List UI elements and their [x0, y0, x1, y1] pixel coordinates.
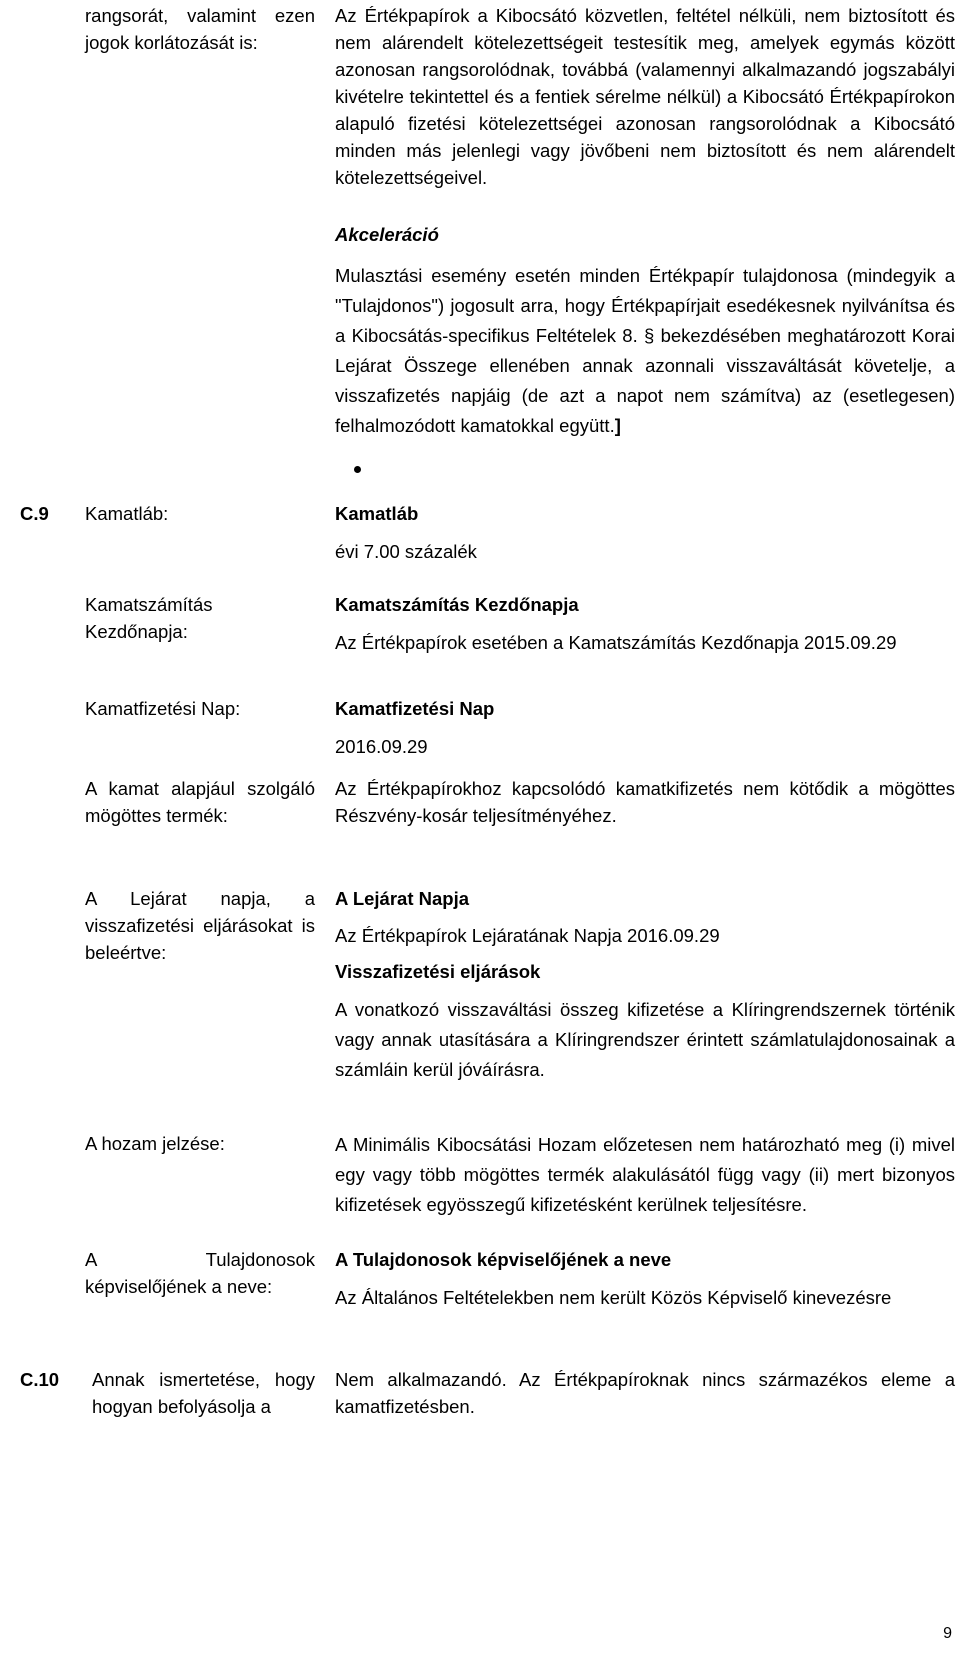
acceleration-heading: Akceleráció — [335, 224, 439, 245]
representative-text: Az Általános Feltételekben nem került Közös Képviselő kinevezésre — [335, 1287, 892, 1308]
page-number: 9 — [943, 1625, 952, 1642]
representative-heading: A Tulajdonosok képviselőjének a neve — [335, 1249, 672, 1270]
interest-rate-heading: Kamatláb — [335, 503, 419, 524]
acceleration-paragraph: Mulasztási esemény esetén minden Értékpapír tulajdonosa (mindegyik a "Tulajdonos") jogosult arra, hogy Értékpapírjait esedékesnek nyilvánítsa és a Kibocsátás-specifikus Feltételek 8. § bekezdésében meghatározott Korai Lejárat Összege ellenében annak azonnali visszaváltását követelje, a visszafizetés napjáig (de azt a napot nem számítva) az (esetlegesen) felhalmozódott kamatokkal együtt.] — [335, 265, 955, 436]
derivative-text: Nem alkalmazandó. Az Értékpapíroknak nincs származékos eleme a kamatfizetésben. — [335, 1369, 955, 1417]
section-number-c9: C.9 — [20, 503, 49, 524]
bullet-marker — [354, 466, 361, 473]
redemption-text: A vonatkozó visszaváltási összeg kifizetése a Klíringrendszernek történik vagy annak utasítására a Klíringrendszer érintett számlatulajdonosainak a számláin kerül jóváírásra. — [335, 999, 955, 1080]
payment-date-heading: Kamatfizetési Nap — [335, 698, 495, 719]
row-label-payment-date: Kamatfizetési Nap: — [85, 698, 241, 719]
row-label-maturity: A Lejárat napja, a visszafizetési eljárásokat is beleértve: — [85, 888, 315, 963]
interest-rate-value: évi 7.00 százalék — [335, 541, 477, 562]
maturity-heading: A Lejárat Napja — [335, 888, 469, 909]
section-number-c10: C.10 — [20, 1369, 60, 1390]
row-label-yield: A hozam jelzése: — [85, 1133, 225, 1154]
row-label-representative: A Tulajdonosok képviselőjének a neve: — [85, 1249, 315, 1297]
redemption-heading: Visszafizetési eljárások — [335, 961, 541, 982]
payment-date-value: 2016.09.29 — [335, 736, 428, 757]
underlying-text: Az Értékpapírokhoz kapcsolódó kamatkifizetés nem kötődik a mögöttes Részvény-kosár teljesítményéhez. — [335, 778, 955, 826]
maturity-text: Az Értékpapírok Lejáratának Napja 2016.09.29 — [335, 925, 720, 946]
row-label-underlying: A kamat alapjául szolgáló mögöttes termék: — [85, 778, 315, 826]
row-label-ranking: rangsorát, valamint ezen jogok korlátozását is: — [85, 5, 315, 53]
row-label-interest-start: Kamatszámítás Kezdőnapja: — [85, 594, 213, 642]
yield-text: A Minimális Kibocsátási Hozam előzetesen nem határozható meg (i) mivel egy vagy több mögöttes termék alakulásától függ vagy (ii) mert bizonyos kifizetések egyösszegű kifizetésként kerülnek teljesítésre. — [335, 1134, 955, 1215]
row-label-derivative: Annak ismertetése, hogy hogyan befolyásolja a — [92, 1369, 315, 1417]
interest-start-heading: Kamatszámítás Kezdőnapja — [335, 594, 579, 615]
row-label-interest-rate: Kamatláb: — [85, 503, 169, 524]
ranking-paragraph: Az Értékpapírok a Kibocsátó közvetlen, feltétel nélküli, nem biztosított és nem alárendelt kötelezettségeit testesítik meg, amelyek egymás között azonosan rangsorolódnak, továbbá (valamennyi alkalmazandó jogszabályi kivételre tekintettel és a fentiek sérelme nélkül) a Kibocsátó Értékpapírokon alapuló fizetési kötelezettségei azonosan rangsorolódnak a Kibocsátó minden más jelenlegi vagy jövőbeni nem biztosított és nem alárendelt kötelezettségeivel. — [335, 5, 955, 188]
interest-start-text: Az Értékpapírok esetében a Kamatszámítás Kezdőnapja 2015.09.29 — [335, 632, 897, 653]
